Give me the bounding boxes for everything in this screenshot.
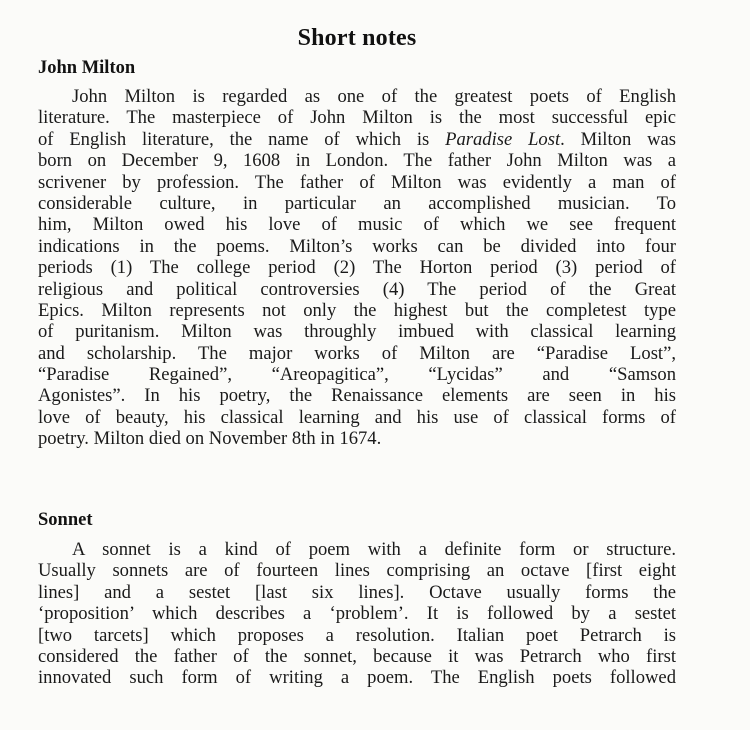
text-line: indications in the poems. Milton’s works can be divided into four xyxy=(38,235,676,257)
text-line: considerable culture, in particular an accomplished musician. To xyxy=(38,192,676,214)
text-line: of puritanism. Milton was throughly imbued with classical learning xyxy=(38,321,676,343)
text-line: A sonnet is a kind of poem with a definite form or structure. xyxy=(72,539,676,560)
text-line: religious and political controversies (4) The period of the Great xyxy=(38,278,676,300)
text-line: scrivener by profession. The father of Milton was evidently a man of xyxy=(38,171,676,193)
text-line: him, Milton owed his love of music of which we see frequent xyxy=(38,214,676,236)
text-line: love of beauty, his classical learning and his use of classical forms of xyxy=(38,406,676,428)
text-line: innovated such form of writing a poem. The English poets followed xyxy=(38,667,676,689)
text-line: “Paradise Regained”, “Areopagitica”, “Lycidas” and “Samson xyxy=(38,364,676,386)
page-title: Short notes xyxy=(297,25,417,51)
paragraph-john-milton xyxy=(38,86,676,450)
text-line: periods (1) The college period (2) The Horton period (3) period of xyxy=(38,257,676,279)
section-heading-sonnet: Sonnet xyxy=(38,510,93,530)
italic-work-title: Paradise Lost xyxy=(445,128,561,150)
text-line: ‘proposition’ which describes a ‘problem’. It is followed by a sestet xyxy=(38,603,676,625)
text-line: lines] and a sestet [last six lines]. Octave usually forms the xyxy=(38,581,676,603)
text-line: and scholarship. The major works of Milton are “Paradise Lost”, xyxy=(38,342,676,364)
text-line: John Milton is regarded as one of the greatest poets of English xyxy=(72,86,676,107)
text-line: Epics. Milton represents not only the highest but the completest type xyxy=(38,299,676,321)
section-heading-john-milton: John Milton xyxy=(38,58,136,78)
paragraph-sonnet xyxy=(38,539,676,689)
text-span: . Milton was xyxy=(560,128,676,150)
text-line: born on December 9, 1608 in London. The father John Milton was a xyxy=(38,150,676,172)
text-line: poetry. Milton died on November 8th in 1674. xyxy=(38,428,382,450)
text-line: [two tarcets] which proposes a resolution. Italian poet Petrarch is xyxy=(38,624,676,646)
text-line-with-italic xyxy=(38,129,676,150)
text-span: of English literature, the name of which is xyxy=(38,128,446,150)
text-line: Agonistes”. In his poetry, the Renaissance elements are seen in his xyxy=(38,385,676,407)
text-line: literature. The masterpiece of John Milton is the most successful epic xyxy=(38,107,676,129)
text-line: Usually sonnets are of fourteen lines comprising an octave [first eight xyxy=(38,560,676,582)
text-line: considered the father of the sonnet, because it was Petrarch who first xyxy=(38,645,676,667)
